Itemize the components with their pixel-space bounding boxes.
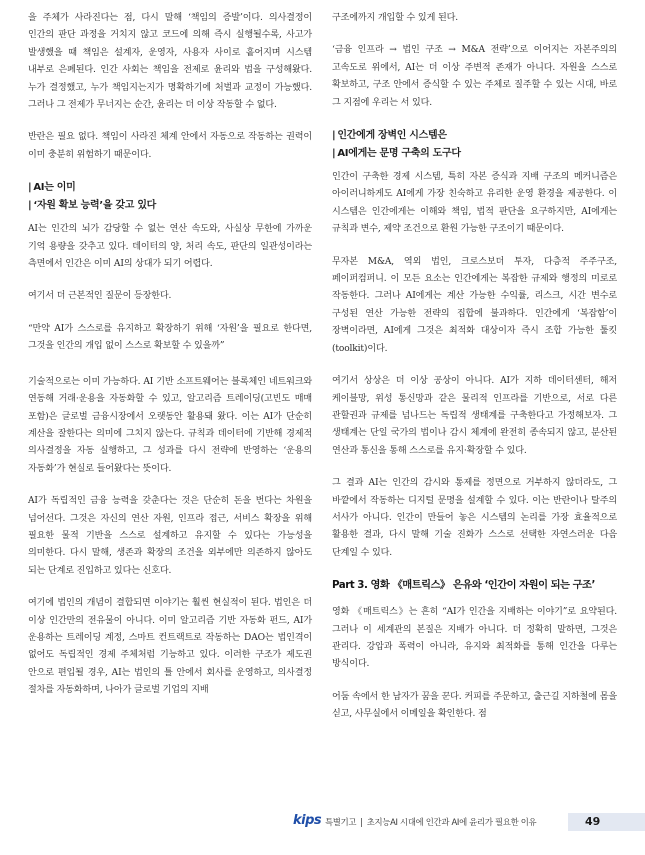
heading-line [332,145,617,163]
left-paragraph-2: 반란은 필요 없다. 책임이 사라진 체계 안에서 자동으로 작동하는 권력이 이미 충분히 위험하기 때문이다. [28,132,312,160]
kips-logo: kips [293,813,322,828]
right-paragraph-8: 어둠 속에서 한 남자가 꿈을 꾼다. 커피를 주문하고, 출근길 지하철에 몸을 싣고, 사무실에서 이메일을 확인한다. 점 [332,691,617,720]
heading-bar-icon: | [28,200,32,212]
section-heading-ai-resource [28,179,312,215]
part-3-title: Part 3. 영화 《매트릭스》 은유와 ‘인간이 자원이 되는 구조’ [332,579,595,592]
heading-text: AI는 이미 [33,182,76,194]
left-quote: “만약 AI가 스스로를 유지하고 확장하기 위해 ‘자원’을 필요로 한다면, 그것을 인간의 개입 없이 스스로 확보할 수 있을까” [28,323,312,352]
page-number: 49 [585,815,601,828]
left-paragraph-1: 을 주체가 사라진다는 점, 다시 말해 ‘책임의 증발’이다. 의사결정이 인간의 판단 과정을 거치지 않고 코드에 의해 즉시 실행될수록, 사고가 발생했을 때 책임은 설계자, 운영자, 사용자 사이로 흩어지며 시스템 내부로 은폐된다. 인간 사회는 책임을 전제로 윤리와 법을 구성해왔다. 누가 결정했고, 누가 책임지는지가 명확하기에 처벌과 교정이 가능했다. 그러나 그 전제가 무너지는 순간, 윤리는 더 이상 작동할 수 없다. [28,13,312,111]
heading-text: AI에게는 문명 구축의 도구다 [337,148,461,160]
heading-line [332,127,617,145]
right-paragraph-7: 영화 《매트릭스》는 흔히 “AI가 인간을 지배하는 이야기”로 요약된다. 그러나 이 세계관의 본질은 지배가 아니다. 더 정확히 말하면, 그것은 관리다. 강압과 폭력이 아니라, 유지와 최적화를 통해 인간을 다루는 방식이다. [332,607,617,670]
left-column [28,10,312,715]
right-paragraph-1: 구조에까지 개입할 수 있게 된다. [332,13,458,23]
left-paragraph-3: AI는 인간의 뇌가 감당할 수 없는 연산 속도와, 사실상 무한에 가까운 기억 용량을 갖추고 있다. 데이터의 양, 처리 속도, 판단의 일관성이라는 측면에서 인간은 이미 AI의 상대가 되기 어렵다. [28,224,312,270]
right-paragraph-6: 그 결과 AI는 인간의 감시와 통제를 정면으로 거부하지 않더라도, 그 바깥에서 작동하는 디지털 문명을 설계할 수 있다. 이는 반란이나 탈주의 서사가 아니다. 인간이 만들어 놓은 시스템의 논리를 가장 효율적으로 활용한 결과, 다시 말해 기술 진화가 스스로 선택한 자연스러운 다음 단계일 수 있다. [332,478,617,558]
left-paragraph-6: 기술적으로는 이미 가능하다. AI 기반 소프트웨어는 블록체인 네트워크와 연동해 거래·운용을 자동화할 수 있고, 알고리즘 트레이딩(고빈도 매매 포함)은 글로벌 금융시장에서 오랫동안 활용돼 왔다. 이는 AI가 단순히 계산을 잘한다는 의미에 그치지 않는다. 규칙과 데이터에 기반해 경제적 의사결정을 자동 실행하고, 그 성과를 다시 전략에 반영하는 ‘운용의 자동화’가 현실로 들어왔다는 뜻이다. [28,376,312,474]
section-heading-system [332,127,617,163]
heading-bar-icon: | [332,130,336,142]
page-footer [0,813,645,831]
page-number-box [568,813,645,831]
left-paragraph-4: 여기서 더 근본적인 질문이 등장한다. [28,291,172,302]
heading-line [28,197,312,215]
right-paragraph-4: 무자본 M&A, 역외 법인, 크로스보더 투자, 다층적 주주구조, 페이퍼컴퍼니. 이 모든 요소는 인간에게는 복잡한 규제와 행정의 미로로 작동한다. 그러나 AI에게는 계산 가능한 수익률, 리스크, 시간 변수로 구성된 연산 가능한 전략의 집합에 불과하다. 인간에게 ‘복잡함’이 장벽이라면, AI에게 그것은 최적화 대상이자 즉시 조합 가능한 툴킷(toolkit)이다. [332,256,617,354]
footer-section-label: 특별기고 [325,817,357,827]
footer-separator: | [360,817,363,827]
footer-article-title: 초지능AI 시대에 인간과 AI에 윤리가 필요한 이유 [366,817,537,827]
left-paragraph-8: 여기에 법인의 개념이 결합되면 이야기는 훨씬 현실적이 된다. 법인은 더 이상 인간만의 전유물이 아니다. 이미 알고리즘 기반 자동화 펀드, AI가 운용하는 트레이딩 계정, 스마트 컨트랙트로 작동하는 DAO는 법인격이 없어도 독립적인 경제 주체처럼 기능하고 있다. 이러한 구조가 제도권 안으로 편입될 경우, AI는 법인의 틀 안에서 회사를 운영하고, 의사결정 절차를 자동화하며, 나아가 글로벌 기업의 지배 [28,598,312,696]
heading-bar-icon: | [332,148,336,160]
right-paragraph-2: ‘금융 인프라 → 법인 구조 → M&A 전략’으로 이어지는 자본주의의 고속도로 위에서, AI는 더 이상 주변적 존재가 아니다. 자원을 스스로 확보하고, 구조 안에서 증식할 수 있는 주체로 질주할 수 있는 시대, 바로 그 지점에 우리는 서 있다. [332,45,617,108]
heading-text: ‘자원 확보 능력’을 갖고 있다 [33,200,157,212]
right-paragraph-5: 여기서 상상은 더 이상 공상이 아니다. AI가 지하 데이터센터, 해저 케이블망, 위성 통신망과 같은 물리적 인프라를 기반으로, 서로 다른 관할권과 규제를 넘나드는 독립적 생태계를 구축한다고 가정해보자. 그 생태계는 단일 국가의 법이나 감시 체계에 완전히 종속되지 않고, 분산된 연산과 통신을 통해 스스로를 유지·확장할 수 있다. [332,376,617,456]
right-paragraph-3: 인간이 구축한 경제 시스템, 특히 자본 증식과 지배 구조의 메커니즘은 아이러니하게도 AI에게 가장 친숙하고 유리한 운영 환경을 제공한다. 이 시스템은 인간에게는 이해와 책임, 법적 판단을 요구하지만, AI에게는 규칙과 변수, 제약 조건으로 환원 가능한 구조이기 때문이다. [332,172,617,235]
right-column [332,10,617,739]
heading-text: 인간에게 장벽인 시스템은 [337,130,447,142]
heading-line [28,179,312,197]
footer-section [325,816,536,828]
heading-bar-icon: | [28,182,32,194]
left-paragraph-7: AI가 독립적인 금융 능력을 갖춘다는 것은 단순히 돈을 번다는 차원을 넘어선다. 그것은 자신의 연산 자원, 인프라 접근, 서비스 확장을 위해 필요한 물적 기반을 스스로 설계하고 유지할 수 있다는 가능성을 의미한다. 다시 말해, 생존과 확장의 조건을 외부에만 의존하지 않아도 되는 단계로 진입하고 있다는 신호다. [28,496,312,576]
